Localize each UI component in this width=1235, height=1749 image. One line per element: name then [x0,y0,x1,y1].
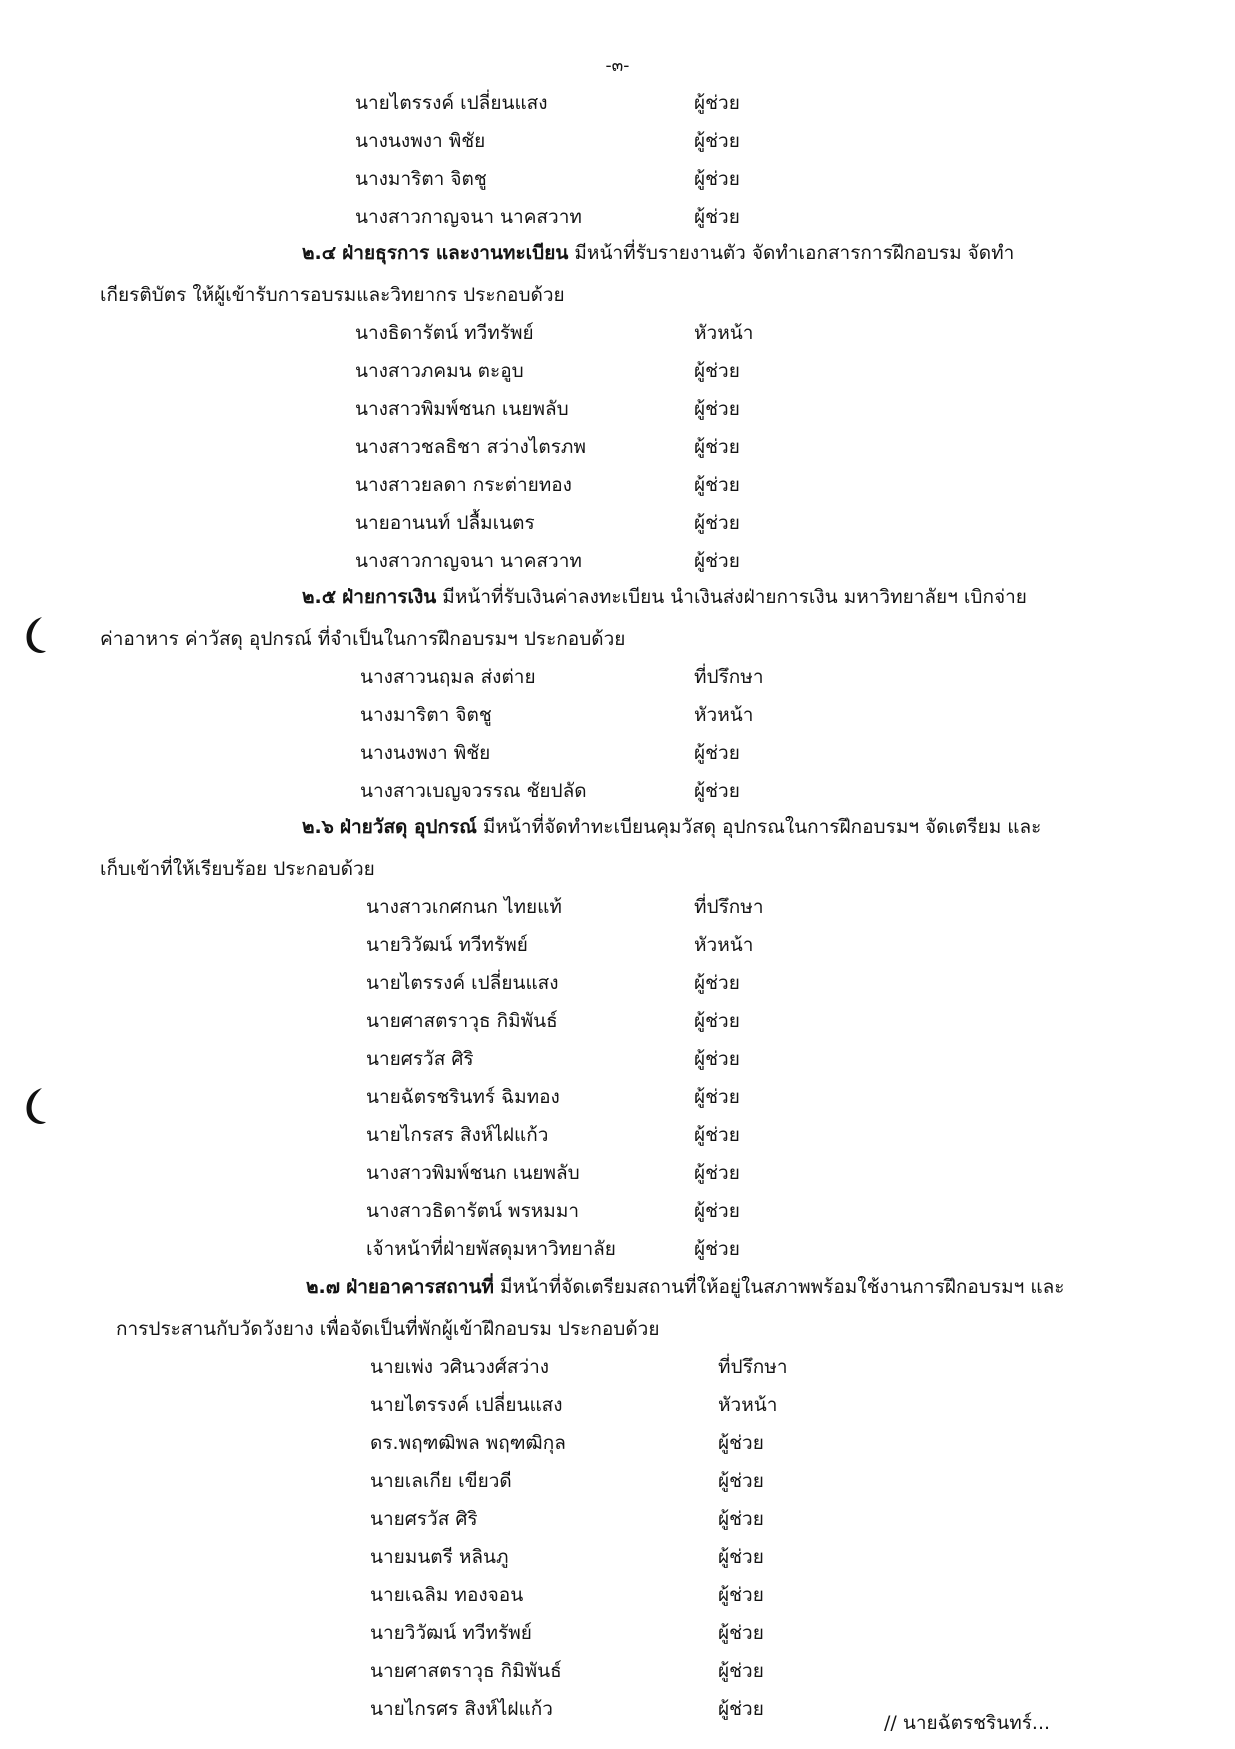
member-role: ผู้ช่วย [694,206,740,228]
member-row [0,1542,1235,1572]
member-name: นางธิดารัตน์ ทวีทรัพย์ [355,322,534,344]
member-role: ผู้ช่วย [718,1546,764,1568]
member-role: ผู้ช่วย [694,512,740,534]
member-role: ผู้ช่วย [718,1660,764,1682]
section-title: ฝ่ายอาคารสถานที่ [346,1276,494,1298]
member-row [0,968,1235,998]
member-name: นายเลเกีย เขียวดี [370,1470,512,1492]
member-role: ผู้ช่วย [718,1622,764,1644]
member-name: นายไตรรงค์ เปลี่ยนแสง [355,92,548,114]
section-number: ๒.๗ [306,1276,341,1298]
member-row [0,1352,1235,1382]
member-name: นายศรวัส ศิริ [366,1048,474,1070]
member-role: หัวหน้า [718,1394,778,1416]
member-name: นายฉัตรชรินทร์ ฉิมทอง [366,1086,560,1108]
member-name: นายศาสตราวุธ กิมิพันธ์ [370,1660,562,1682]
member-row [0,356,1235,386]
member-name: นายเฉลิม ทองจอน [370,1584,524,1606]
member-role: ผู้ช่วย [694,168,740,190]
member-name: นางสาวเบญจวรรณ ชัยปลัด [360,780,587,802]
member-name: นางมาริตา จิตชู [360,704,492,726]
hole-punch-mark [22,615,48,655]
member-row [0,1196,1235,1226]
member-role: ที่ปรึกษา [694,896,764,918]
member-role: ผู้ช่วย [694,780,740,802]
member-row [0,930,1235,960]
section-title: ฝ่ายการเงิน [342,586,437,608]
member-name: นายไกรศร สิงห์ไฝแก้ว [370,1698,553,1720]
member-row [0,1082,1235,1112]
member-name: นายไตรรงค์ เปลี่ยนแสง [370,1394,563,1416]
section-number: ๒.๕ [302,586,337,608]
member-name: ดร.พฤฑฒิพล พฤฑฒิกุล [370,1432,566,1454]
section-continuation: ค่าอาหาร ค่าวัสดุ อุปกรณ์ ที่จำเป็นในการฝึกอบรมฯ ประกอบด้วย [100,628,626,650]
member-row [0,126,1235,156]
member-row [0,1656,1235,1686]
member-row [0,546,1235,576]
member-row [0,88,1235,118]
section-number: ๒.๖ [302,816,334,838]
member-row [0,164,1235,194]
member-role: ผู้ช่วย [694,1010,740,1032]
member-row [0,1428,1235,1458]
member-name: นางสาวธิดารัตน์ พรหมมา [366,1200,580,1222]
member-name: เจ้าหน้าที่ฝ่ายพัสดุมหาวิทยาลัย [366,1238,616,1260]
member-name: นายไตรรงค์ เปลี่ยนแสง [366,972,559,994]
section-heading [306,1272,1064,1302]
member-role: ผู้ช่วย [694,92,740,114]
member-role: ผู้ช่วย [718,1698,764,1720]
section-title: ฝ่ายธุรการ และงานทะเบียน [342,242,569,264]
member-role: ผู้ช่วย [694,550,740,572]
member-role: ผู้ช่วย [694,130,740,152]
member-role: ที่ปรึกษา [694,666,764,688]
member-row [0,1158,1235,1188]
member-row [0,1618,1235,1648]
member-role: ผู้ช่วย [694,972,740,994]
member-row [0,470,1235,500]
member-row [0,738,1235,768]
member-role: ผู้ช่วย [694,398,740,420]
member-role: ผู้ช่วย [694,1238,740,1260]
member-row [0,1044,1235,1074]
member-row [0,1006,1235,1036]
member-role: ผู้ช่วย [694,1162,740,1184]
member-name: นางสาวกาญจนา นาคสวาท [355,206,582,228]
member-name: นางสาวภคมน ตะอูบ [355,360,524,382]
member-name: นายศาสตราวุธ กิมิพันธ์ [366,1010,558,1032]
member-row [0,776,1235,806]
member-role: ผู้ช่วย [718,1432,764,1454]
member-name: นายเพ่ง วศินวงศ์สว่าง [370,1356,550,1378]
member-name: นางนงพงา พิชัย [360,742,491,764]
section-description: มีหน้าที่จัดทำทะเบียนคุมวัสดุ อุปกรณในการฝึกอบรมฯ จัดเตรียม และ [482,816,1042,838]
member-name: นายไกรสร สิงห์ไฝแก้ว [366,1124,549,1146]
member-role: ผู้ช่วย [694,474,740,496]
member-row [0,394,1235,424]
member-name: นางสาวยลดา กระต่ายทอง [355,474,572,496]
member-row [0,432,1235,462]
member-name: นายอานนท์ ปลื้มเนตร [355,512,535,534]
member-role: ผู้ช่วย [694,1086,740,1108]
section-description: มีหน้าที่จัดเตรียมสถานที่ให้อยู่ในสภาพพร้อมใช้งานการฝึกอบรมฯ และ [500,1276,1065,1298]
member-row [0,662,1235,692]
member-role: ผู้ช่วย [718,1508,764,1530]
section-heading [302,238,1014,268]
member-name: นางมาริตา จิตชู [355,168,487,190]
section-description: มีหน้าที่รับเงินค่าลงทะเบียน นำเงินส่งฝ่ายการเงิน มหาวิทยาลัยฯ เบิกจ่าย [442,586,1027,608]
member-role: ผู้ช่วย [718,1470,764,1492]
member-name: นายศรวัส ศิริ [370,1508,478,1530]
member-name: นางสาวชลธิชา สว่างไตรภพ [355,436,586,458]
section-heading [302,582,1027,612]
member-name: นางสาวพิมพ์ชนก เนยพลับ [355,398,569,420]
member-row [0,508,1235,538]
section-number: ๒.๔ [302,242,337,264]
member-role: ผู้ช่วย [694,360,740,382]
member-name: นายวิวัฒน์ ทวีทรัพย์ [366,934,528,956]
member-row [0,1390,1235,1420]
page-number: -๓- [605,56,630,76]
section-continuation: เก็บเข้าที่ให้เรียบร้อย ประกอบด้วย [100,858,375,880]
section-heading [302,812,1041,842]
member-name: นางนงพงา พิชัย [355,130,486,152]
section-continuation: เกียรติบัตร ให้ผู้เข้ารับการอบรมและวิทยากร ประกอบด้วย [100,284,565,306]
continued-note: // นายฉัตรชรินทร์... [884,1712,1051,1734]
member-row [0,1504,1235,1534]
member-row [0,1466,1235,1496]
member-row [0,892,1235,922]
member-role: ผู้ช่วย [694,1048,740,1070]
member-role: หัวหน้า [694,704,754,726]
member-role: ผู้ช่วย [694,742,740,764]
member-role: หัวหน้า [694,934,754,956]
member-row [0,700,1235,730]
member-row [0,318,1235,348]
member-row [0,1120,1235,1150]
member-name: นางสาวนฤมล ส่งต่าย [360,666,536,688]
member-row [0,1234,1235,1264]
member-name: นายมนตรี หลินภู [370,1546,509,1568]
member-row [0,202,1235,232]
member-name: นางสาวเกศกนก ไทยแท้ [366,896,562,918]
member-name: นายวิวัฒน์ ทวีทรัพย์ [370,1622,532,1644]
section-title: ฝ่ายวัสดุ อุปกรณ์ [339,816,477,838]
member-name: นางสาวกาญจนา นาคสวาท [355,550,582,572]
member-name: นางสาวพิมพ์ชนก เนยพลับ [366,1162,580,1184]
member-role: หัวหน้า [694,322,754,344]
section-description: มีหน้าที่รับรายงานตัว จัดทำเอกสารการฝึกอบรม จัดทำ [574,242,1015,264]
member-role: ผู้ช่วย [694,1200,740,1222]
member-role: ผู้ช่วย [694,436,740,458]
member-role: ผู้ช่วย [694,1124,740,1146]
member-row [0,1580,1235,1610]
section-continuation: การประสานกับวัดวังยาง เพื่อจัดเป็นที่พักผู้เข้าฝึกอบรม ประกอบด้วย [116,1318,660,1340]
member-role: ที่ปรึกษา [718,1356,788,1378]
member-role: ผู้ช่วย [718,1584,764,1606]
